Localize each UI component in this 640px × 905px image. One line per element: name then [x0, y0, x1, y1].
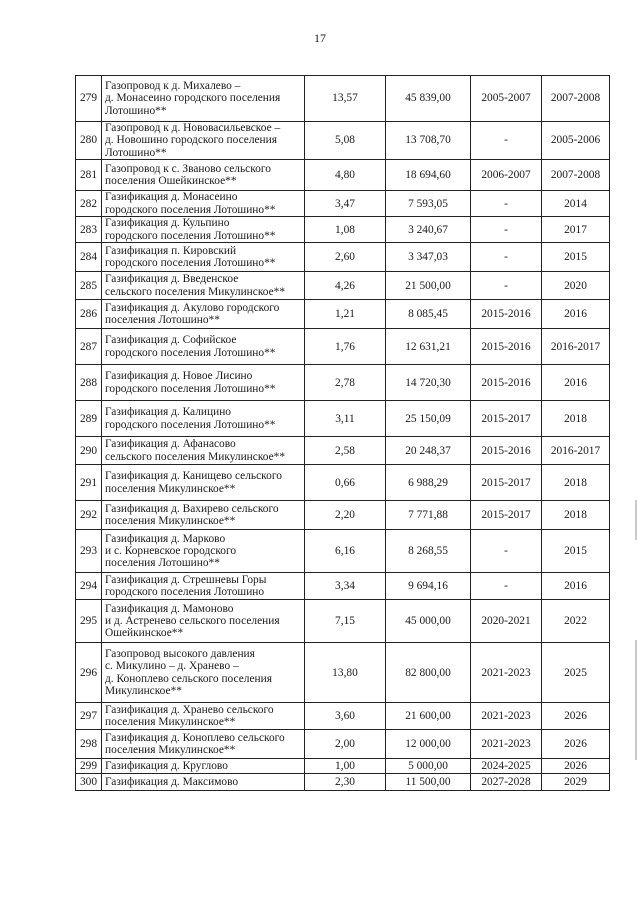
table-row [76, 573, 610, 600]
page-number: 17 [314, 31, 326, 45]
table-row [76, 730, 610, 759]
object-name-cell [102, 329, 305, 365]
cost-cell-text: 13 708,70 [405, 134, 451, 147]
design-period-cell [471, 437, 542, 465]
design-period-cell [471, 76, 542, 122]
design-period-cell [471, 465, 542, 501]
object-name-cell [102, 272, 305, 300]
length-km-cell-text: 5,08 [335, 134, 355, 147]
length-km-cell [305, 730, 386, 759]
object-name-cell [102, 243, 305, 272]
construction-period-cell-text: 2017 [564, 223, 587, 236]
object-name-cell-text: Газификация д. Кульпино городского поселения Лотошино** [105, 217, 276, 242]
row-number-cell-text: 292 [79, 509, 98, 522]
object-name-cell-text: Газификация д. Круглово [105, 760, 228, 773]
row-number-cell-text: 290 [79, 444, 98, 457]
row-number-cell-text: 289 [79, 412, 98, 425]
object-name-cell [102, 191, 305, 217]
object-name-cell-text: Газификация д. Акулово городского поселения Лотошино** [105, 301, 280, 327]
row-number-cell [76, 703, 102, 730]
construction-period-cell [542, 501, 610, 530]
design-period-cell-text: - [504, 545, 508, 558]
length-km-cell [305, 76, 386, 122]
cost-cell [386, 465, 471, 501]
construction-period-cell [542, 643, 610, 703]
design-period-cell-text: 2015-2016 [481, 444, 531, 457]
length-km-cell-text: 3,34 [335, 580, 355, 593]
length-km-cell-text: 2,58 [335, 444, 355, 457]
row-number-cell [76, 300, 102, 329]
design-period-cell-text: - [504, 223, 508, 236]
cost-cell-text: 21 500,00 [405, 279, 451, 292]
construction-period-cell-text: 2016 [564, 580, 587, 593]
row-number-cell-text: 279 [79, 92, 98, 105]
design-period-cell-text: 2027-2028 [481, 776, 531, 789]
row-number-cell-text: 297 [79, 710, 98, 723]
design-period-cell-text: 2015-2016 [481, 308, 531, 321]
design-period-cell-text: 2024-2025 [481, 760, 531, 773]
object-name-cell-text: Газопровод к д. Нововасильевское – д. Новошино городского поселения Лотошино** [105, 122, 281, 159]
length-km-cell [305, 600, 386, 643]
cost-cell [386, 76, 471, 122]
object-name-cell-text: Газификация д. Канищево сельского поселения Микулинское** [105, 470, 282, 495]
gas-network-table [75, 75, 610, 791]
length-km-cell [305, 465, 386, 501]
object-name-cell-text: Газификация д. Софийское городского поселения Лотошино** [105, 334, 276, 359]
design-period-cell-text: 2005-2007 [481, 92, 531, 105]
length-km-cell-text: 2,00 [335, 738, 355, 751]
length-km-cell-text: 3,11 [335, 412, 355, 425]
row-number-cell-text: 288 [79, 376, 98, 389]
length-km-cell [305, 243, 386, 272]
cost-cell-text: 25 150,09 [405, 412, 451, 425]
object-name-cell [102, 365, 305, 401]
design-period-cell-text: 2006-2007 [481, 169, 531, 182]
row-number-cell-text: 296 [79, 666, 98, 679]
design-period-cell [471, 365, 542, 401]
construction-period-cell [542, 600, 610, 643]
table-row [76, 272, 610, 300]
object-name-cell-text: Газификация д. Калицино городского поселения Лотошино** [105, 406, 276, 431]
design-period-cell [471, 573, 542, 600]
object-name-cell-text: Газификация д. Афанасово сельского поселения Микулинское** [105, 438, 286, 463]
row-number-cell-text: 280 [79, 134, 98, 147]
row-number-cell-text: 299 [79, 760, 98, 773]
row-number-cell [76, 122, 102, 160]
length-km-cell [305, 437, 386, 465]
construction-period-cell [542, 300, 610, 329]
table-row [76, 703, 610, 730]
length-km-cell [305, 703, 386, 730]
object-name-cell [102, 160, 305, 191]
cost-cell [386, 730, 471, 759]
design-period-cell-text: - [504, 580, 508, 593]
cost-cell [386, 573, 471, 600]
row-number-cell [76, 759, 102, 774]
length-km-cell [305, 191, 386, 217]
cost-cell [386, 774, 471, 791]
design-period-cell-text: - [504, 251, 508, 264]
table-row [76, 501, 610, 530]
object-name-cell-text: Газификация д. Мамоново и д. Астренево сельского поселения Ошейкинское** [105, 602, 280, 640]
length-km-cell-text: 4,80 [335, 169, 355, 182]
cost-cell [386, 160, 471, 191]
cost-cell [386, 365, 471, 401]
cost-cell [386, 329, 471, 365]
row-number-cell-text: 281 [79, 169, 98, 182]
design-period-cell-text: 2015-2016 [481, 340, 531, 353]
cost-cell-text: 8 268,55 [408, 545, 448, 558]
construction-period-cell [542, 437, 610, 465]
length-km-cell-text: 0,66 [335, 476, 355, 489]
table-row [76, 643, 610, 703]
construction-period-cell [542, 703, 610, 730]
length-km-cell [305, 643, 386, 703]
row-number-cell-text: 294 [79, 580, 98, 593]
object-name-cell [102, 501, 305, 530]
design-period-cell-text: 2015-2016 [481, 376, 531, 389]
table-row [76, 300, 610, 329]
cost-cell [386, 501, 471, 530]
object-name-cell [102, 122, 305, 160]
table-row [76, 365, 610, 401]
construction-period-cell-text: 2022 [564, 615, 587, 628]
row-number-cell [76, 160, 102, 191]
table-row [76, 160, 610, 191]
row-number-cell-text: 298 [79, 738, 98, 751]
length-km-cell [305, 160, 386, 191]
table-row [76, 401, 610, 437]
table-row [76, 774, 610, 791]
length-km-cell-text: 1,00 [335, 760, 355, 773]
row-number-cell [76, 643, 102, 703]
design-period-cell-text: - [504, 197, 508, 210]
length-km-cell [305, 530, 386, 573]
cost-cell [386, 300, 471, 329]
cost-cell-text: 18 694,60 [405, 169, 451, 182]
design-period-cell-text: 2021-2023 [481, 738, 531, 751]
length-km-cell-text: 2,30 [335, 776, 355, 789]
row-number-cell-text: 300 [79, 776, 98, 789]
object-name-cell [102, 76, 305, 122]
object-name-cell [102, 730, 305, 759]
row-number-cell [76, 437, 102, 465]
construction-period-cell-text: 2016 [564, 376, 587, 389]
cost-cell-text: 8 085,45 [408, 308, 448, 321]
length-km-cell [305, 401, 386, 437]
cost-cell [386, 759, 471, 774]
row-number-cell [76, 501, 102, 530]
construction-period-cell-text: 2015 [564, 545, 587, 558]
row-number-cell [76, 573, 102, 600]
length-km-cell [305, 329, 386, 365]
design-period-cell-text: 2021-2023 [481, 666, 531, 679]
object-name-cell [102, 703, 305, 730]
table-row [76, 329, 610, 365]
design-period-cell [471, 703, 542, 730]
object-name-cell [102, 759, 305, 774]
construction-period-cell-text: 2018 [564, 509, 587, 522]
length-km-cell [305, 501, 386, 530]
construction-period-cell [542, 465, 610, 501]
design-period-cell-text: 2015-2017 [481, 412, 531, 425]
scan-edge-mark [635, 500, 637, 540]
row-number-cell [76, 217, 102, 243]
construction-period-cell [542, 272, 610, 300]
object-name-cell-text: Газопровод к с. Званово сельского поселения Ошейкинское** [105, 162, 271, 188]
length-km-cell-text: 2,20 [335, 509, 355, 522]
construction-period-cell [542, 160, 610, 191]
length-km-cell-text: 1,21 [335, 308, 355, 321]
construction-period-cell-text: 2007-2008 [550, 92, 601, 105]
construction-period-cell [542, 217, 610, 243]
design-period-cell [471, 300, 542, 329]
design-period-cell [471, 643, 542, 703]
cost-cell [386, 643, 471, 703]
length-km-cell-text: 2,60 [335, 251, 355, 264]
design-period-cell [471, 530, 542, 573]
length-km-cell-text: 3,60 [335, 710, 355, 723]
object-name-cell-text: Газификация д. Максимово [105, 776, 239, 789]
row-number-cell [76, 243, 102, 272]
length-km-cell-text: 3,47 [335, 197, 355, 210]
table-row [76, 530, 610, 573]
design-period-cell-text: 2015-2017 [481, 476, 531, 489]
object-name-cell-text: Газификация п. Кировский городского поселения Лотошино** [105, 244, 276, 270]
design-period-cell [471, 774, 542, 791]
design-period-cell [471, 759, 542, 774]
construction-period-cell [542, 530, 610, 573]
table-row [76, 437, 610, 465]
length-km-cell-text: 6,16 [335, 545, 355, 558]
construction-period-cell [542, 759, 610, 774]
object-name-cell [102, 600, 305, 643]
design-period-cell [471, 160, 542, 191]
construction-period-cell-text: 2025 [564, 666, 587, 679]
row-number-cell [76, 329, 102, 365]
cost-cell [386, 530, 471, 573]
design-period-cell-text: 2015-2017 [481, 509, 531, 522]
table-row [76, 191, 610, 217]
row-number-cell-text: 287 [79, 340, 98, 353]
cost-cell [386, 243, 471, 272]
object-name-cell [102, 573, 305, 600]
cost-cell-text: 14 720,30 [405, 376, 451, 389]
construction-period-cell-text: 2026 [564, 738, 587, 751]
length-km-cell [305, 300, 386, 329]
table-row [76, 122, 610, 160]
design-period-cell-text: - [504, 279, 508, 292]
design-period-cell [471, 600, 542, 643]
design-period-cell-text: 2020-2021 [481, 615, 531, 628]
row-number-cell-text: 293 [79, 545, 98, 558]
cost-cell [386, 217, 471, 243]
construction-period-cell-text: 2018 [564, 412, 587, 425]
table-row [76, 465, 610, 501]
construction-period-cell-text: 2014 [564, 197, 587, 210]
object-name-cell-text: Газификация д. Новое Лисино городского поселения Лотошино** [105, 370, 276, 395]
cost-cell-text: 12 631,21 [405, 340, 451, 353]
cost-cell [386, 437, 471, 465]
row-number-cell-text: 285 [79, 279, 98, 292]
construction-period-cell-text: 2016 [564, 308, 587, 321]
object-name-cell-text: Газификация д. Храневo сельского поселения Микулинское** [105, 703, 274, 729]
construction-period-cell [542, 573, 610, 600]
construction-period-cell [542, 365, 610, 401]
cost-cell-text: 11 500,00 [405, 776, 451, 789]
construction-period-cell-text: 2016-2017 [550, 340, 601, 353]
cost-cell-text: 5 000,00 [408, 760, 448, 773]
object-name-cell [102, 217, 305, 243]
row-number-cell [76, 401, 102, 437]
object-name-cell [102, 530, 305, 573]
construction-period-cell-text: 2020 [564, 279, 587, 292]
object-name-cell-text: Газификация д. Стрешневы Горы городского поселения Лотошино [105, 573, 267, 599]
length-km-cell [305, 122, 386, 160]
row-number-cell-text: 283 [79, 223, 98, 236]
length-km-cell-text: 13,57 [332, 92, 358, 105]
row-number-cell-text: 295 [79, 615, 98, 628]
construction-period-cell-text: 2016-2017 [550, 444, 601, 457]
length-km-cell [305, 573, 386, 600]
length-km-cell [305, 272, 386, 300]
design-period-cell [471, 122, 542, 160]
row-number-cell [76, 272, 102, 300]
row-number-cell [76, 600, 102, 643]
construction-period-cell [542, 243, 610, 272]
scan-edge-mark [635, 640, 637, 760]
cost-cell-text: 3 240,67 [408, 223, 448, 236]
design-period-cell [471, 272, 542, 300]
cost-cell-text: 21 600,00 [405, 710, 451, 723]
object-name-cell [102, 437, 305, 465]
construction-period-cell [542, 76, 610, 122]
length-km-cell-text: 4,26 [335, 279, 355, 292]
construction-period-cell-text: 2005-2006 [550, 134, 601, 147]
object-name-cell-text: Газификация д. Монасеино городского поселения Лотошино** [105, 191, 276, 216]
length-km-cell-text: 2,78 [335, 376, 355, 389]
construction-period-cell [542, 191, 610, 217]
length-km-cell-text: 1,08 [335, 223, 355, 236]
row-number-cell [76, 530, 102, 573]
construction-period-cell-text: 2026 [564, 760, 587, 773]
cost-cell [386, 401, 471, 437]
design-period-cell [471, 243, 542, 272]
cost-cell [386, 122, 471, 160]
object-name-cell [102, 774, 305, 791]
construction-period-cell [542, 774, 610, 791]
object-name-cell-text: Газификация д. Коноплево сельского поселения Микулинское** [105, 731, 285, 757]
design-period-cell-text: 2021-2023 [481, 710, 531, 723]
cost-cell [386, 191, 471, 217]
row-number-cell [76, 774, 102, 791]
length-km-cell [305, 774, 386, 791]
length-km-cell [305, 217, 386, 243]
length-km-cell [305, 759, 386, 774]
construction-period-cell-text: 2015 [564, 251, 587, 264]
cost-cell [386, 600, 471, 643]
table-row [76, 217, 610, 243]
cost-cell-text: 12 000,00 [405, 738, 451, 751]
design-period-cell [471, 730, 542, 759]
table-row [76, 600, 610, 643]
construction-period-cell [542, 329, 610, 365]
row-number-cell-text: 284 [79, 251, 98, 264]
construction-period-cell-text: 2029 [564, 776, 587, 789]
construction-period-cell [542, 730, 610, 759]
cost-cell-text: 20 248,37 [405, 444, 451, 457]
object-name-cell-text: Газификация д. Введенское сельского поселения Микулинское** [105, 273, 286, 298]
cost-cell-text: 45 839,00 [405, 92, 451, 105]
object-name-cell [102, 643, 305, 703]
design-period-cell [471, 501, 542, 530]
table-row [76, 243, 610, 272]
object-name-cell [102, 401, 305, 437]
cost-cell-text: 6 988,29 [408, 476, 448, 489]
row-number-cell-text: 286 [79, 308, 98, 321]
design-period-cell [471, 329, 542, 365]
row-number-cell [76, 191, 102, 217]
row-number-cell-text: 282 [79, 197, 98, 210]
row-number-cell [76, 465, 102, 501]
design-period-cell-text: - [504, 134, 508, 147]
cost-cell-text: 45 000,00 [405, 615, 451, 628]
object-name-cell-text: Газификация д. Марково и с. Корневское городского поселения Лотошино** [105, 532, 237, 570]
length-km-cell-text: 1,76 [335, 340, 355, 353]
cost-cell-text: 9 694,16 [408, 580, 448, 593]
design-period-cell [471, 401, 542, 437]
object-name-cell-text: Газопровод к д. Михалево – д. Монасеино городского поселения Лотошино** [105, 79, 281, 117]
cost-cell-text: 3 347,03 [408, 251, 448, 264]
construction-period-cell-text: 2007-2008 [550, 169, 601, 182]
row-number-cell [76, 365, 102, 401]
cost-cell [386, 703, 471, 730]
table-row [76, 759, 610, 774]
length-km-cell [305, 365, 386, 401]
object-name-cell-text: Газопровод высокого давления с. Микулино – д. Храневo – д. Коноплево сельского поселения Микулинское** [105, 647, 272, 698]
object-name-cell [102, 465, 305, 501]
construction-period-cell [542, 401, 610, 437]
cost-cell-text: 7 771,88 [408, 509, 448, 522]
construction-period-cell-text: 2018 [564, 476, 587, 489]
length-km-cell-text: 7,15 [335, 615, 355, 628]
cost-cell [386, 272, 471, 300]
length-km-cell-text: 13,80 [332, 666, 358, 679]
object-name-cell [102, 300, 305, 329]
object-name-cell-text: Газификация д. Вахирево сельского поселения Микулинское** [105, 502, 279, 528]
construction-period-cell [542, 122, 610, 160]
cost-cell-text: 82 800,00 [405, 666, 451, 679]
row-number-cell [76, 730, 102, 759]
row-number-cell-text: 291 [79, 476, 98, 489]
design-period-cell [471, 217, 542, 243]
design-period-cell [471, 191, 542, 217]
cost-cell-text: 7 593,05 [408, 197, 448, 210]
row-number-cell [76, 76, 102, 122]
table-row [76, 76, 610, 122]
construction-period-cell-text: 2026 [564, 710, 587, 723]
